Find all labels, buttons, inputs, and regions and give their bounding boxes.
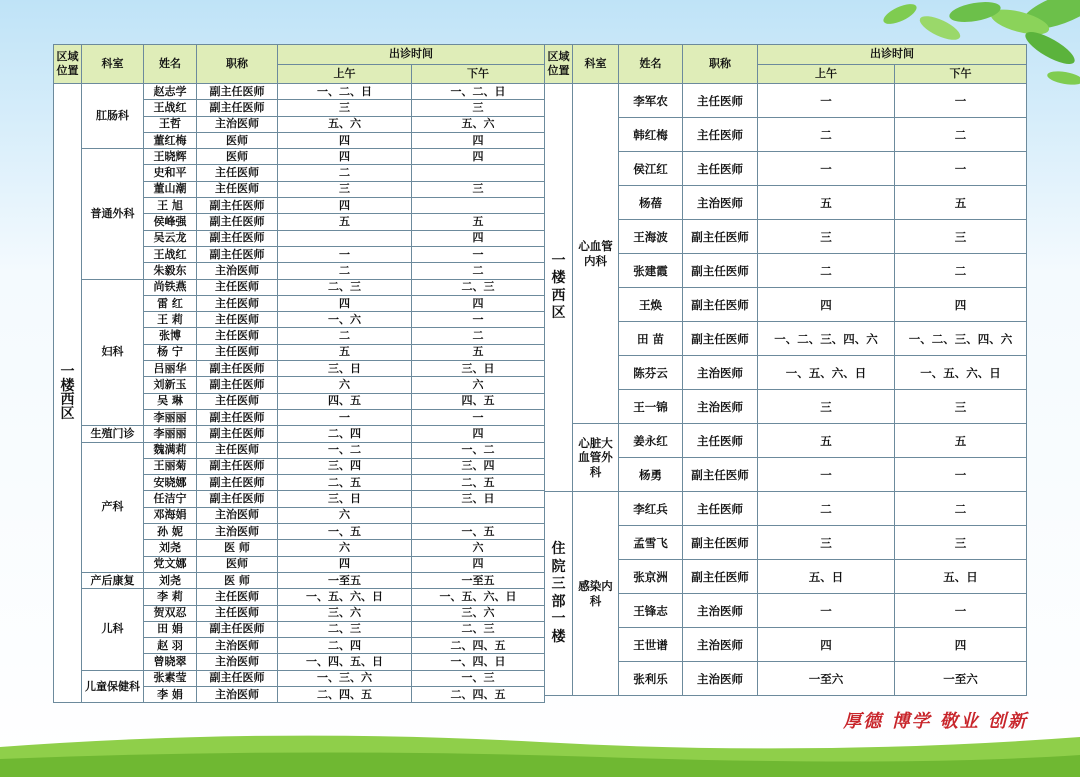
table-row <box>545 424 1027 458</box>
morning-cell: 五 <box>278 344 412 360</box>
afternoon-cell: 二、五 <box>412 475 545 491</box>
morning-cell: 一、五、六、日 <box>758 356 895 390</box>
doctor-title-cell: 副主任医师 <box>683 288 758 322</box>
doctor-title-cell: 主任医师 <box>683 152 758 186</box>
doctor-name-cell: 王焕 <box>619 288 683 322</box>
doctor-name-cell: 姜永红 <box>619 424 683 458</box>
dept-cell: 心脏大血管外科 <box>573 424 619 492</box>
afternoon-cell: 六 <box>412 377 545 393</box>
dept-cell: 肛肠科 <box>82 84 144 149</box>
doctor-title-cell: 主治医师 <box>197 116 278 132</box>
dept-cell: 儿童保健科 <box>82 670 144 703</box>
doctor-name-cell: 王战红 <box>144 246 197 262</box>
afternoon-cell <box>412 507 545 523</box>
afternoon-cell: 二 <box>412 328 545 344</box>
header-time: 出诊时间 <box>758 45 1027 65</box>
afternoon-cell: 一、三 <box>412 670 545 686</box>
doctor-title-cell: 医师 <box>197 556 278 572</box>
doctor-title-cell: 副主任医师 <box>683 526 758 560</box>
morning-cell: 四 <box>278 132 412 148</box>
doctor-title-cell: 主治医师 <box>197 686 278 702</box>
doctor-title-cell: 主任医师 <box>197 295 278 311</box>
doctor-name-cell: 陈芬云 <box>619 356 683 390</box>
morning-cell: 一、二 <box>278 442 412 458</box>
afternoon-cell: 一、二 <box>412 442 545 458</box>
doctor-name-cell: 王海波 <box>619 220 683 254</box>
doctor-name-cell: 党文娜 <box>144 556 197 572</box>
morning-cell: 四 <box>278 295 412 311</box>
header-name: 姓名 <box>619 45 683 84</box>
doctor-title-cell: 主治医师 <box>197 654 278 670</box>
doctor-title-cell: 副主任医师 <box>197 426 278 442</box>
doctor-name-cell: 孟雪飞 <box>619 526 683 560</box>
doctor-name-cell: 侯峰强 <box>144 214 197 230</box>
doctor-name-cell: 张素莹 <box>144 670 197 686</box>
dept-cell: 心血管内科 <box>573 84 619 424</box>
doctor-name-cell: 张博 <box>144 328 197 344</box>
doctor-title-cell: 副主任医师 <box>197 621 278 637</box>
table-row <box>54 149 545 165</box>
header-dept: 科室 <box>82 45 144 84</box>
region-cell: 一楼西区 <box>545 84 573 492</box>
doctor-name-cell: 田 苗 <box>619 322 683 356</box>
doctor-title-cell: 主治医师 <box>683 356 758 390</box>
doctor-title-cell: 副主任医师 <box>197 230 278 246</box>
doctor-title-cell: 副主任医师 <box>197 361 278 377</box>
afternoon-cell: 四 <box>412 556 545 572</box>
morning-cell: 五 <box>758 186 895 220</box>
doctor-title-cell: 副主任医师 <box>197 670 278 686</box>
doctor-title-cell: 副主任医师 <box>197 198 278 214</box>
afternoon-cell: 二、四、五 <box>412 686 545 702</box>
doctor-name-cell: 吕丽华 <box>144 361 197 377</box>
afternoon-cell: 四 <box>412 295 545 311</box>
doctor-name-cell: 赵 羽 <box>144 638 197 654</box>
region-cell: 住院三部一楼 <box>545 492 573 696</box>
right-schedule-table <box>544 44 1027 696</box>
afternoon-cell: 一、五 <box>412 524 545 540</box>
morning-cell: 二、三 <box>278 621 412 637</box>
doctor-name-cell: 吴云龙 <box>144 230 197 246</box>
doctor-title-cell: 医 师 <box>197 540 278 556</box>
doctor-title-cell: 主任医师 <box>197 344 278 360</box>
doctor-name-cell: 李 莉 <box>144 589 197 605</box>
doctor-name-cell: 王世谱 <box>619 628 683 662</box>
doctor-title-cell: 副主任医师 <box>197 409 278 425</box>
header-time: 出诊时间 <box>278 45 545 65</box>
morning-cell: 二 <box>278 328 412 344</box>
doctor-name-cell: 曾晓翠 <box>144 654 197 670</box>
doctor-name-cell: 李丽丽 <box>144 409 197 425</box>
header-pm: 下午 <box>412 65 545 84</box>
morning-cell: 四 <box>278 198 412 214</box>
dept-cell: 生殖门诊 <box>82 426 144 442</box>
afternoon-cell: 四 <box>412 132 545 148</box>
table-row <box>545 84 1027 118</box>
morning-cell: 二 <box>758 254 895 288</box>
header-dept: 科室 <box>573 45 619 84</box>
doctor-title-cell: 副主任医师 <box>197 100 278 116</box>
doctor-name-cell: 杨勇 <box>619 458 683 492</box>
morning-cell: 三、六 <box>278 605 412 621</box>
doctor-title-cell: 主治医师 <box>197 638 278 654</box>
doctor-title-cell: 主任医师 <box>197 181 278 197</box>
dept-cell: 儿科 <box>82 589 144 670</box>
doctor-name-cell: 魏满莉 <box>144 442 197 458</box>
morning-cell: 一至五 <box>278 572 412 588</box>
afternoon-cell: 五 <box>412 214 545 230</box>
doctor-name-cell: 贺双忍 <box>144 605 197 621</box>
morning-cell: 一 <box>758 594 895 628</box>
doctor-title-cell: 主治医师 <box>197 524 278 540</box>
morning-cell: 二 <box>278 165 412 181</box>
doctor-name-cell: 侯江红 <box>619 152 683 186</box>
morning-cell: 一 <box>278 246 412 262</box>
doctor-name-cell: 李丽丽 <box>144 426 197 442</box>
doctor-title-cell: 主治医师 <box>683 628 758 662</box>
morning-cell: 三、日 <box>278 361 412 377</box>
dept-cell: 感染内科 <box>573 492 619 696</box>
doctor-name-cell: 邓海娟 <box>144 507 197 523</box>
doctor-name-cell: 赵志学 <box>144 84 197 100</box>
afternoon-cell: 三、日 <box>412 491 545 507</box>
afternoon-cell: 一 <box>895 458 1027 492</box>
morning-cell: 一、五 <box>278 524 412 540</box>
morning-cell: 六 <box>278 540 412 556</box>
afternoon-cell: 一、二、日 <box>412 84 545 100</box>
afternoon-cell: 三、日 <box>412 361 545 377</box>
morning-cell: 六 <box>278 377 412 393</box>
afternoon-cell: 一、五、六、日 <box>895 356 1027 390</box>
doctor-title-cell: 副主任医师 <box>683 254 758 288</box>
doctor-name-cell: 张京洲 <box>619 560 683 594</box>
afternoon-cell: 一、五、六、日 <box>412 589 545 605</box>
morning-cell: 二 <box>278 263 412 279</box>
morning-cell: 一 <box>758 458 895 492</box>
morning-cell: 三 <box>278 100 412 116</box>
afternoon-cell: 二、四、五 <box>412 638 545 654</box>
afternoon-cell: 二 <box>895 118 1027 152</box>
afternoon-cell: 一至五 <box>412 572 545 588</box>
morning-cell: 三、日 <box>278 491 412 507</box>
afternoon-cell: 三 <box>895 220 1027 254</box>
doctor-title-cell: 医师 <box>197 149 278 165</box>
doctor-name-cell: 史和平 <box>144 165 197 181</box>
doctor-title-cell: 副主任医师 <box>197 475 278 491</box>
morning-cell: 六 <box>278 507 412 523</box>
afternoon-cell: 三、四 <box>412 458 545 474</box>
morning-cell: 四 <box>278 149 412 165</box>
table-row <box>54 589 545 605</box>
afternoon-cell: 五 <box>895 186 1027 220</box>
doctor-name-cell: 刘新玉 <box>144 377 197 393</box>
doctor-title-cell: 主治医师 <box>683 662 758 696</box>
afternoon-cell: 四 <box>412 426 545 442</box>
doctor-name-cell: 孙 妮 <box>144 524 197 540</box>
doctor-title-cell: 副主任医师 <box>197 491 278 507</box>
morning-cell: 一、二、日 <box>278 84 412 100</box>
doctor-title-cell: 副主任医师 <box>683 458 758 492</box>
header-region: 区域位置 <box>54 45 82 84</box>
doctor-name-cell: 王 莉 <box>144 312 197 328</box>
table-row <box>54 426 545 442</box>
doctor-title-cell: 主任医师 <box>197 393 278 409</box>
doctor-name-cell: 田 娟 <box>144 621 197 637</box>
afternoon-cell: 六 <box>412 540 545 556</box>
doctor-name-cell: 刘尧 <box>144 572 197 588</box>
doctor-name-cell: 董山潮 <box>144 181 197 197</box>
morning-cell: 四 <box>758 628 895 662</box>
doctor-title-cell: 主任医师 <box>197 589 278 605</box>
afternoon-cell: 一、二、三、四、六 <box>895 322 1027 356</box>
header-region: 区域位置 <box>545 45 573 84</box>
afternoon-cell: 一 <box>412 246 545 262</box>
doctor-name-cell: 雷 红 <box>144 295 197 311</box>
morning-cell <box>278 230 412 246</box>
doctor-title-cell: 副主任医师 <box>197 458 278 474</box>
afternoon-cell: 二 <box>895 254 1027 288</box>
afternoon-cell: 二、三 <box>412 279 545 295</box>
afternoon-cell: 二、三 <box>412 621 545 637</box>
table-row <box>54 572 545 588</box>
doctor-name-cell: 杨蓓 <box>619 186 683 220</box>
doctor-title-cell: 主治医师 <box>683 594 758 628</box>
afternoon-cell: 一 <box>412 409 545 425</box>
afternoon-cell: 一 <box>412 312 545 328</box>
header-title: 职称 <box>197 45 278 84</box>
doctor-title-cell: 医 师 <box>197 572 278 588</box>
morning-cell: 三 <box>758 220 895 254</box>
morning-cell: 二 <box>758 492 895 526</box>
morning-cell: 二、三 <box>278 279 412 295</box>
doctor-title-cell: 主任医师 <box>197 442 278 458</box>
doctor-title-cell: 主任医师 <box>197 328 278 344</box>
table-row <box>545 492 1027 526</box>
afternoon-cell: 三 <box>895 390 1027 424</box>
afternoon-cell: 五 <box>412 344 545 360</box>
morning-cell: 四 <box>278 556 412 572</box>
doctor-name-cell: 朱毅东 <box>144 263 197 279</box>
afternoon-cell: 一、四、日 <box>412 654 545 670</box>
header-title: 职称 <box>683 45 758 84</box>
doctor-name-cell: 董红梅 <box>144 132 197 148</box>
morning-cell: 五、日 <box>758 560 895 594</box>
morning-cell: 一、三、六 <box>278 670 412 686</box>
morning-cell: 三 <box>758 390 895 424</box>
afternoon-cell: 四 <box>895 288 1027 322</box>
hospital-motto: 厚德 博学 敬业 创新 <box>843 711 1028 732</box>
morning-cell: 二、四 <box>278 426 412 442</box>
doctor-title-cell: 主任医师 <box>683 424 758 458</box>
doctor-title-cell: 主治医师 <box>683 390 758 424</box>
doctor-title-cell: 主任医师 <box>197 279 278 295</box>
afternoon-cell: 一 <box>895 84 1027 118</box>
doctor-title-cell: 主任医师 <box>197 605 278 621</box>
doctor-name-cell: 王哲 <box>144 116 197 132</box>
doctor-title-cell: 主治医师 <box>197 263 278 279</box>
doctor-name-cell: 李军农 <box>619 84 683 118</box>
morning-cell: 五 <box>758 424 895 458</box>
morning-cell: 三、四 <box>278 458 412 474</box>
doctor-title-cell: 副主任医师 <box>197 246 278 262</box>
doctor-title-cell: 副主任医师 <box>683 322 758 356</box>
table-row <box>54 279 545 295</box>
morning-cell: 五、六 <box>278 116 412 132</box>
header-name: 姓名 <box>144 45 197 84</box>
table-row <box>54 670 545 686</box>
afternoon-cell: 四 <box>412 230 545 246</box>
dept-cell: 产后康复 <box>82 572 144 588</box>
table-row <box>54 84 545 100</box>
morning-cell: 二、五 <box>278 475 412 491</box>
doctor-name-cell: 王战红 <box>144 100 197 116</box>
doctor-name-cell: 安晓娜 <box>144 475 197 491</box>
doctor-title-cell: 主任医师 <box>683 492 758 526</box>
afternoon-cell: 五 <box>895 424 1027 458</box>
afternoon-cell: 四 <box>412 149 545 165</box>
morning-cell: 三 <box>278 181 412 197</box>
dept-cell: 妇科 <box>82 279 144 426</box>
afternoon-cell: 三 <box>895 526 1027 560</box>
doctor-name-cell: 王一锦 <box>619 390 683 424</box>
header-am: 上午 <box>758 65 895 84</box>
afternoon-cell: 一 <box>895 152 1027 186</box>
dept-cell: 普通外科 <box>82 149 144 279</box>
doctor-name-cell: 王锋志 <box>619 594 683 628</box>
afternoon-cell: 二 <box>412 263 545 279</box>
doctor-name-cell: 任洁宁 <box>144 491 197 507</box>
afternoon-cell: 三 <box>412 181 545 197</box>
doctor-title-cell: 主任医师 <box>683 84 758 118</box>
afternoon-cell <box>412 165 545 181</box>
afternoon-cell: 二 <box>895 492 1027 526</box>
doctor-title-cell: 副主任医师 <box>197 84 278 100</box>
doctor-title-cell: 主治医师 <box>197 507 278 523</box>
dept-cell: 产科 <box>82 442 144 572</box>
doctor-name-cell: 尚铁燕 <box>144 279 197 295</box>
morning-cell: 二、四 <box>278 638 412 654</box>
afternoon-cell: 五、六 <box>412 116 545 132</box>
morning-cell: 三 <box>758 526 895 560</box>
doctor-name-cell: 李红兵 <box>619 492 683 526</box>
doctor-name-cell: 王 旭 <box>144 198 197 214</box>
morning-cell: 五 <box>278 214 412 230</box>
doctor-name-cell: 杨 宁 <box>144 344 197 360</box>
doctor-title-cell: 主治医师 <box>683 186 758 220</box>
table-row <box>54 442 545 458</box>
doctor-title-cell: 副主任医师 <box>683 560 758 594</box>
morning-cell: 一、五、六、日 <box>278 589 412 605</box>
morning-cell: 一 <box>758 152 895 186</box>
doctor-name-cell: 张利乐 <box>619 662 683 696</box>
afternoon-cell: 三 <box>412 100 545 116</box>
morning-cell: 一、六 <box>278 312 412 328</box>
afternoon-cell: 四、五 <box>412 393 545 409</box>
morning-cell: 一、二、三、四、六 <box>758 322 895 356</box>
doctor-name-cell: 韩红梅 <box>619 118 683 152</box>
doctor-name-cell: 王丽菊 <box>144 458 197 474</box>
doctor-title-cell: 主任医师 <box>683 118 758 152</box>
morning-cell: 一、四、五、日 <box>278 654 412 670</box>
morning-cell: 二 <box>758 118 895 152</box>
left-schedule-table <box>53 44 545 703</box>
region-cell: 一楼西区 <box>54 84 82 703</box>
morning-cell: 二、四、五 <box>278 686 412 702</box>
morning-cell: 四、五 <box>278 393 412 409</box>
doctor-title-cell: 医师 <box>197 132 278 148</box>
morning-cell: 一至六 <box>758 662 895 696</box>
doctor-title-cell: 副主任医师 <box>683 220 758 254</box>
afternoon-cell: 三、六 <box>412 605 545 621</box>
doctor-name-cell: 吴 琳 <box>144 393 197 409</box>
header-am: 上午 <box>278 65 412 84</box>
morning-cell: 一 <box>758 84 895 118</box>
afternoon-cell: 一 <box>895 594 1027 628</box>
header-pm: 下午 <box>895 65 1027 84</box>
doctor-title-cell: 副主任医师 <box>197 377 278 393</box>
doctor-title-cell: 主任医师 <box>197 165 278 181</box>
doctor-name-cell: 刘尧 <box>144 540 197 556</box>
afternoon-cell: 四 <box>895 628 1027 662</box>
afternoon-cell <box>412 198 545 214</box>
afternoon-cell: 五、日 <box>895 560 1027 594</box>
morning-cell: 四 <box>758 288 895 322</box>
doctor-name-cell: 张建霞 <box>619 254 683 288</box>
morning-cell: 一 <box>278 409 412 425</box>
doctor-name-cell: 李 娟 <box>144 686 197 702</box>
doctor-name-cell: 王晓辉 <box>144 149 197 165</box>
doctor-title-cell: 主任医师 <box>197 312 278 328</box>
doctor-title-cell: 副主任医师 <box>197 214 278 230</box>
afternoon-cell: 一至六 <box>895 662 1027 696</box>
